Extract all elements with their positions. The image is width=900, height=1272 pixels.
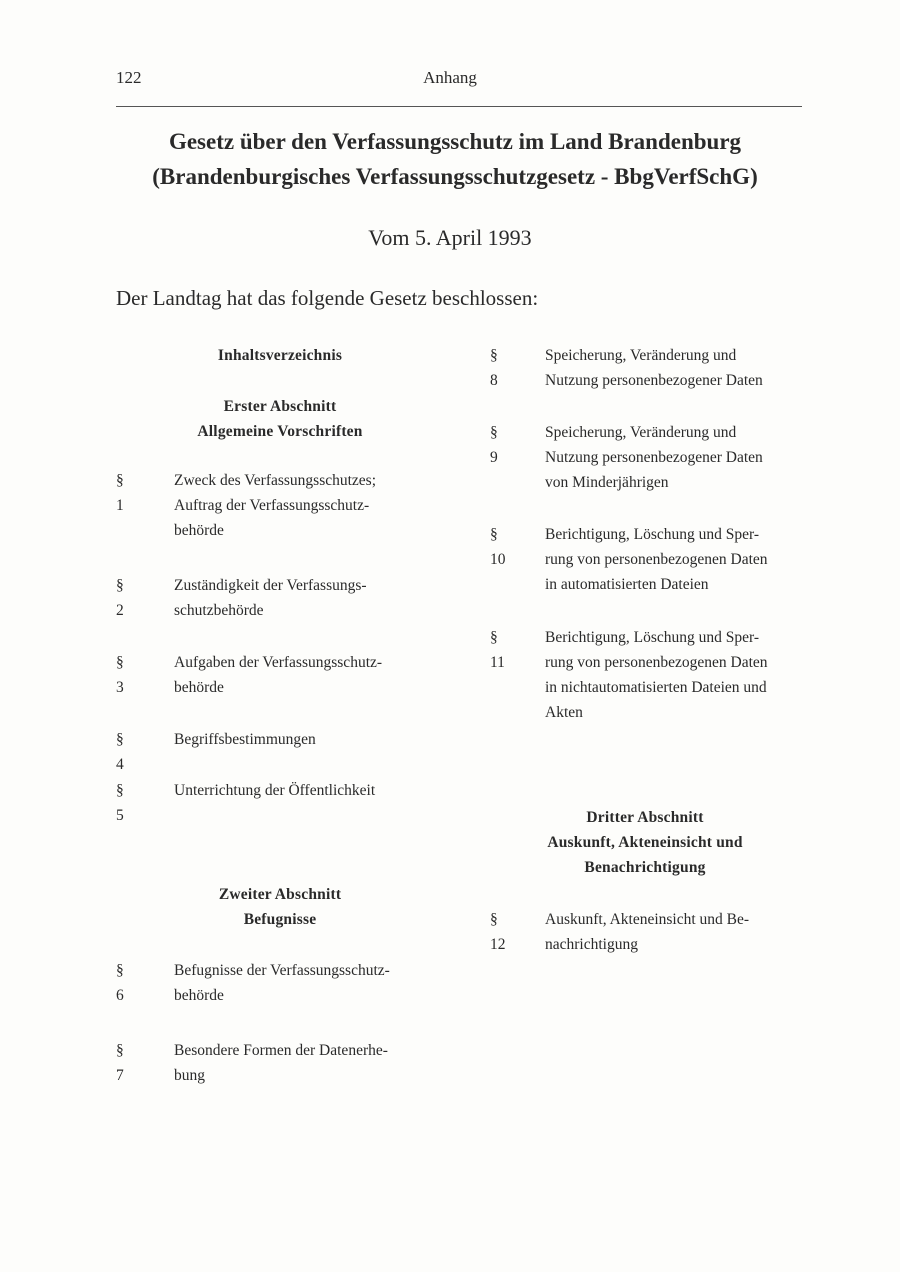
page-number: 122	[116, 68, 142, 87]
section-title: Speicherung, Veränderung und Nutzung personenbezogener Daten von Minderjährigen	[545, 424, 763, 491]
section-title: Besondere Formen der Datenerhe- bung	[174, 1042, 388, 1084]
part2-title: Befugnisse	[243, 911, 317, 928]
section-title: Auskunft, Akteneinsicht und Be- nachrichtigung	[545, 911, 750, 953]
part2-label: Zweiter Abschnitt	[218, 886, 342, 903]
enactment-clause: Der Landtag hat das folgende Gesetz beschlossen:	[116, 286, 539, 310]
section-title: Berichtigung, Löschung und Sper- rung von personenbezogenen Daten in nichtautomatisierten Dateien und Akten	[545, 629, 768, 721]
part2-heading	[120, 882, 440, 932]
section-number: § 2	[116, 577, 124, 619]
section-title: Aufgaben der Verfassungsschutz- behörde	[174, 654, 383, 696]
law-title	[60, 124, 850, 194]
section-title: Berichtigung, Löschung und Sper- rung von personenbezogenen Daten in automatisierten Dateien	[545, 526, 768, 593]
section-number: § 11	[490, 629, 505, 671]
part3-title-line-1: Auskunft, Akteneinsicht und	[547, 834, 743, 851]
part3-heading	[490, 805, 800, 880]
section-title: Befugnisse der Verfassungsschutz- behörde	[174, 962, 390, 1004]
section-title: Speicherung, Veränderung und Nutzung personenbezogener Daten	[545, 347, 763, 389]
section-title: Zuständigkeit der Verfassungs- schutzbehörde	[174, 577, 367, 619]
section-number: § 4	[116, 731, 124, 773]
toc-heading: Inhaltsverzeichnis	[217, 347, 343, 364]
section-number: § 10	[490, 526, 506, 568]
part1-label: Erster Abschnitt	[223, 398, 337, 415]
section-number: § 3	[116, 654, 124, 696]
section-title: Zweck des Verfassungsschutzes; Auftrag der Verfassungsschutz- behörde	[174, 472, 377, 539]
part3-title-line-2: Benachrichtigung	[584, 859, 706, 876]
section-number: § 7	[116, 1042, 124, 1084]
section-number: § 6	[116, 962, 124, 1004]
section-number: § 8	[490, 347, 498, 389]
law-title-line-2: (Brandenburgisches Verfassungsschutzgesetz - BbgVerfSchG)	[152, 164, 758, 189]
law-title-line-1: Gesetz über den Verfassungsschutz im Land Brandenburg	[168, 129, 742, 154]
part3-label: Dritter Abschnitt	[586, 809, 704, 826]
enactment-date: Vom 5. April 1993	[368, 225, 532, 250]
section-title: Unterrichtung der Öffentlichkeit	[174, 782, 376, 799]
section-title: Begriffsbestimmungen	[174, 731, 316, 748]
part1-title: Allgemeine Vorschriften	[197, 423, 363, 440]
section-number: § 12	[490, 911, 506, 953]
running-header: Anhang	[423, 68, 477, 87]
section-number: § 1	[116, 472, 124, 514]
part1-heading	[120, 394, 440, 444]
header-rule	[116, 106, 802, 107]
section-number: § 9	[490, 424, 498, 466]
section-number: § 5	[116, 782, 124, 824]
